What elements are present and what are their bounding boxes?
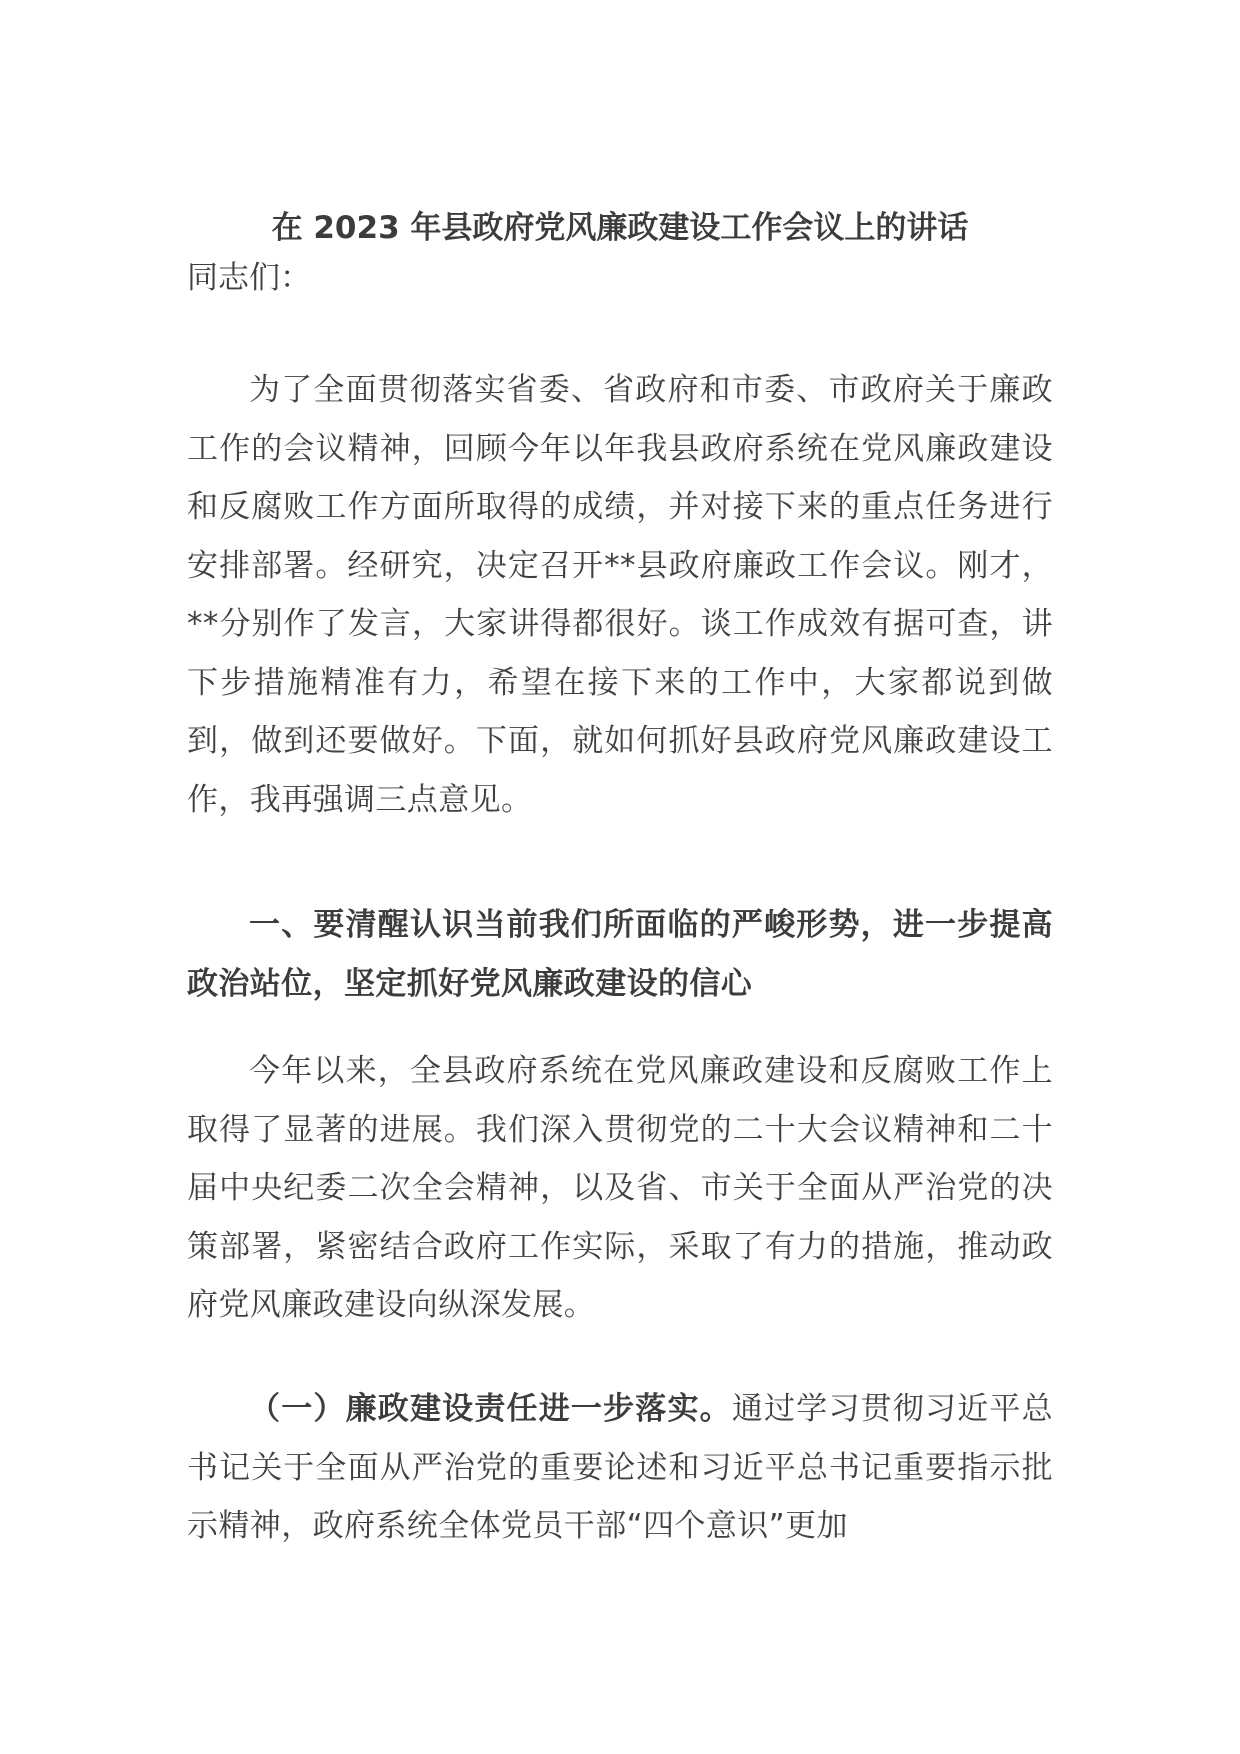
subsection-1-text: 通过学习贯彻习近平总书记关于全面从严治党的重要论述和习近平总书记重要指示批示精神，政府系统全体党员干部“四个意识”更加	[187, 1391, 1053, 1544]
intro-paragraph: 为了全面贯彻落实省委、省政府和市委、市政府关于廉政工作的会议精神，回顾今年以年我县政府系统在党风廉政建设和反腐败工作方面所取得的成绩，并对接下来的重点任务进行安排部署。经研究，决定召开**县政府廉政工作会议。刚才，**分别作了发言，大家讲得都很好。谈工作成效有据可查，讲下步措施精准有力，希望在接下来的工作中，大家都说到做到，做到还要做好。下面，就如何抓好县政府党风廉政建设工作，我再强调三点意见。	[187, 372, 1053, 818]
section-1-paragraph: 今年以来，全县政府系统在党风廉政建设和反腐败工作上取得了显著的进展。我们深入贯彻党的二十大会议精神和二十届中央纪委二次全会精神，以及省、市关于全面从严治党的决策部署，紧密结合政府工作实际，采取了有力的措施，推动政府党风廉政建设向纵深发展。	[187, 1053, 1053, 1323]
section-heading-1: 一、要清醒认识当前我们所面临的严峻形势，进一步提高政治站位，坚定抓好党风廉政建设的信心	[187, 907, 1053, 1002]
salutation: 同志们：	[187, 260, 311, 296]
document-title: 在 2023 年县政府党风廉政建设工作会议上的讲话	[271, 210, 969, 246]
subsection-1-paragraph	[187, 1380, 1053, 1556]
subsection-1-lead: （一）廉政建设责任进一步落实。	[249, 1391, 732, 1427]
